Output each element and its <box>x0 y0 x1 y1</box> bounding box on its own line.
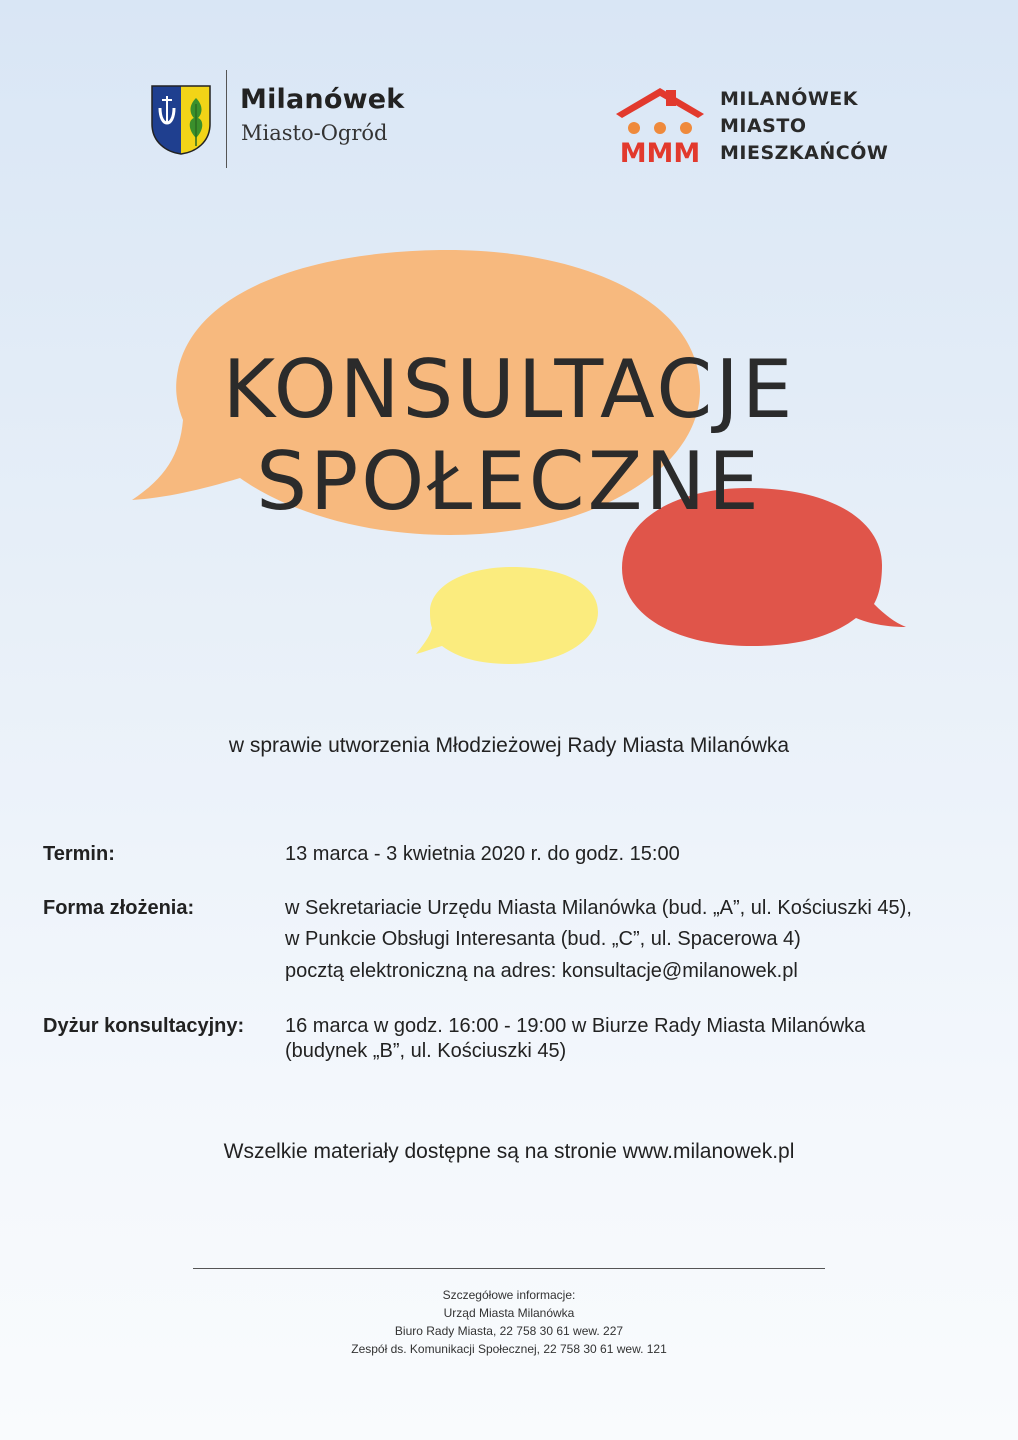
footer-line-4: Zespół ds. Komunikacji Społecznej, 22 758 30 61 wew. 121 <box>351 1342 667 1356</box>
page-title-line-1: KONSULTACJE <box>222 343 796 436</box>
form-value-line-3: pocztą elektroniczną na adres: konsultacje@milanowek.pl <box>285 960 798 982</box>
campaign-mark-text: MMM <box>619 138 701 164</box>
materials-note: Wszelkie materiały dostępne są na stronie www.milanowek.pl <box>223 1140 795 1163</box>
form-label: Forma złożenia: <box>43 897 195 919</box>
city-coat-of-arms-icon <box>150 84 212 156</box>
city-name: Milanówek <box>240 84 405 115</box>
yellow-speech-bubble <box>416 567 598 664</box>
footer-line-3: Biuro Rady Miasta, 22 758 30 61 wew. 227 <box>394 1324 624 1338</box>
city-subtitle: Miasto-Ogród <box>241 121 388 145</box>
footer-line-1: Szczegółowe informacje: <box>442 1288 576 1302</box>
duty-value-line-2: (budynek „B”, ul. Kościuszki 45) <box>285 1040 567 1062</box>
page-title-line-2: SPOŁECZNE <box>256 435 762 528</box>
campaign-logo-line-2: MIASTO <box>720 115 807 137</box>
duty-label: Dyżur konsultacyjny: <box>43 1015 245 1037</box>
footer-divider <box>193 1268 825 1269</box>
term-label: Termin: <box>43 843 115 865</box>
term-value: 13 marca - 3 kwietnia 2020 r. do godz. 15:00 <box>285 843 680 865</box>
duty-value-line-1: 16 marca w godz. 16:00 - 19:00 w Biurze Rady Miasta Milanówka <box>285 1015 866 1037</box>
form-value-line-2: w Punkcie Obsługi Interesanta (bud. „C”, ul. Spacerowa 4) <box>285 928 801 950</box>
house-with-people-icon <box>614 84 706 164</box>
subject-text: w sprawie utworzenia Młodzieżowej Rady Miasta Milanówka <box>228 734 790 757</box>
header-divider <box>226 70 227 168</box>
campaign-logo-line-1: MILANÓWEK <box>720 88 859 110</box>
campaign-logo-line-3: MIESZKAŃCÓW <box>720 142 889 164</box>
form-value-line-1: w Sekretariacie Urzędu Miasta Milanówka (bud. „A”, ul. Kościuszki 45), <box>285 897 912 919</box>
footer-line-2: Urząd Miasta Milanówka <box>443 1306 575 1320</box>
